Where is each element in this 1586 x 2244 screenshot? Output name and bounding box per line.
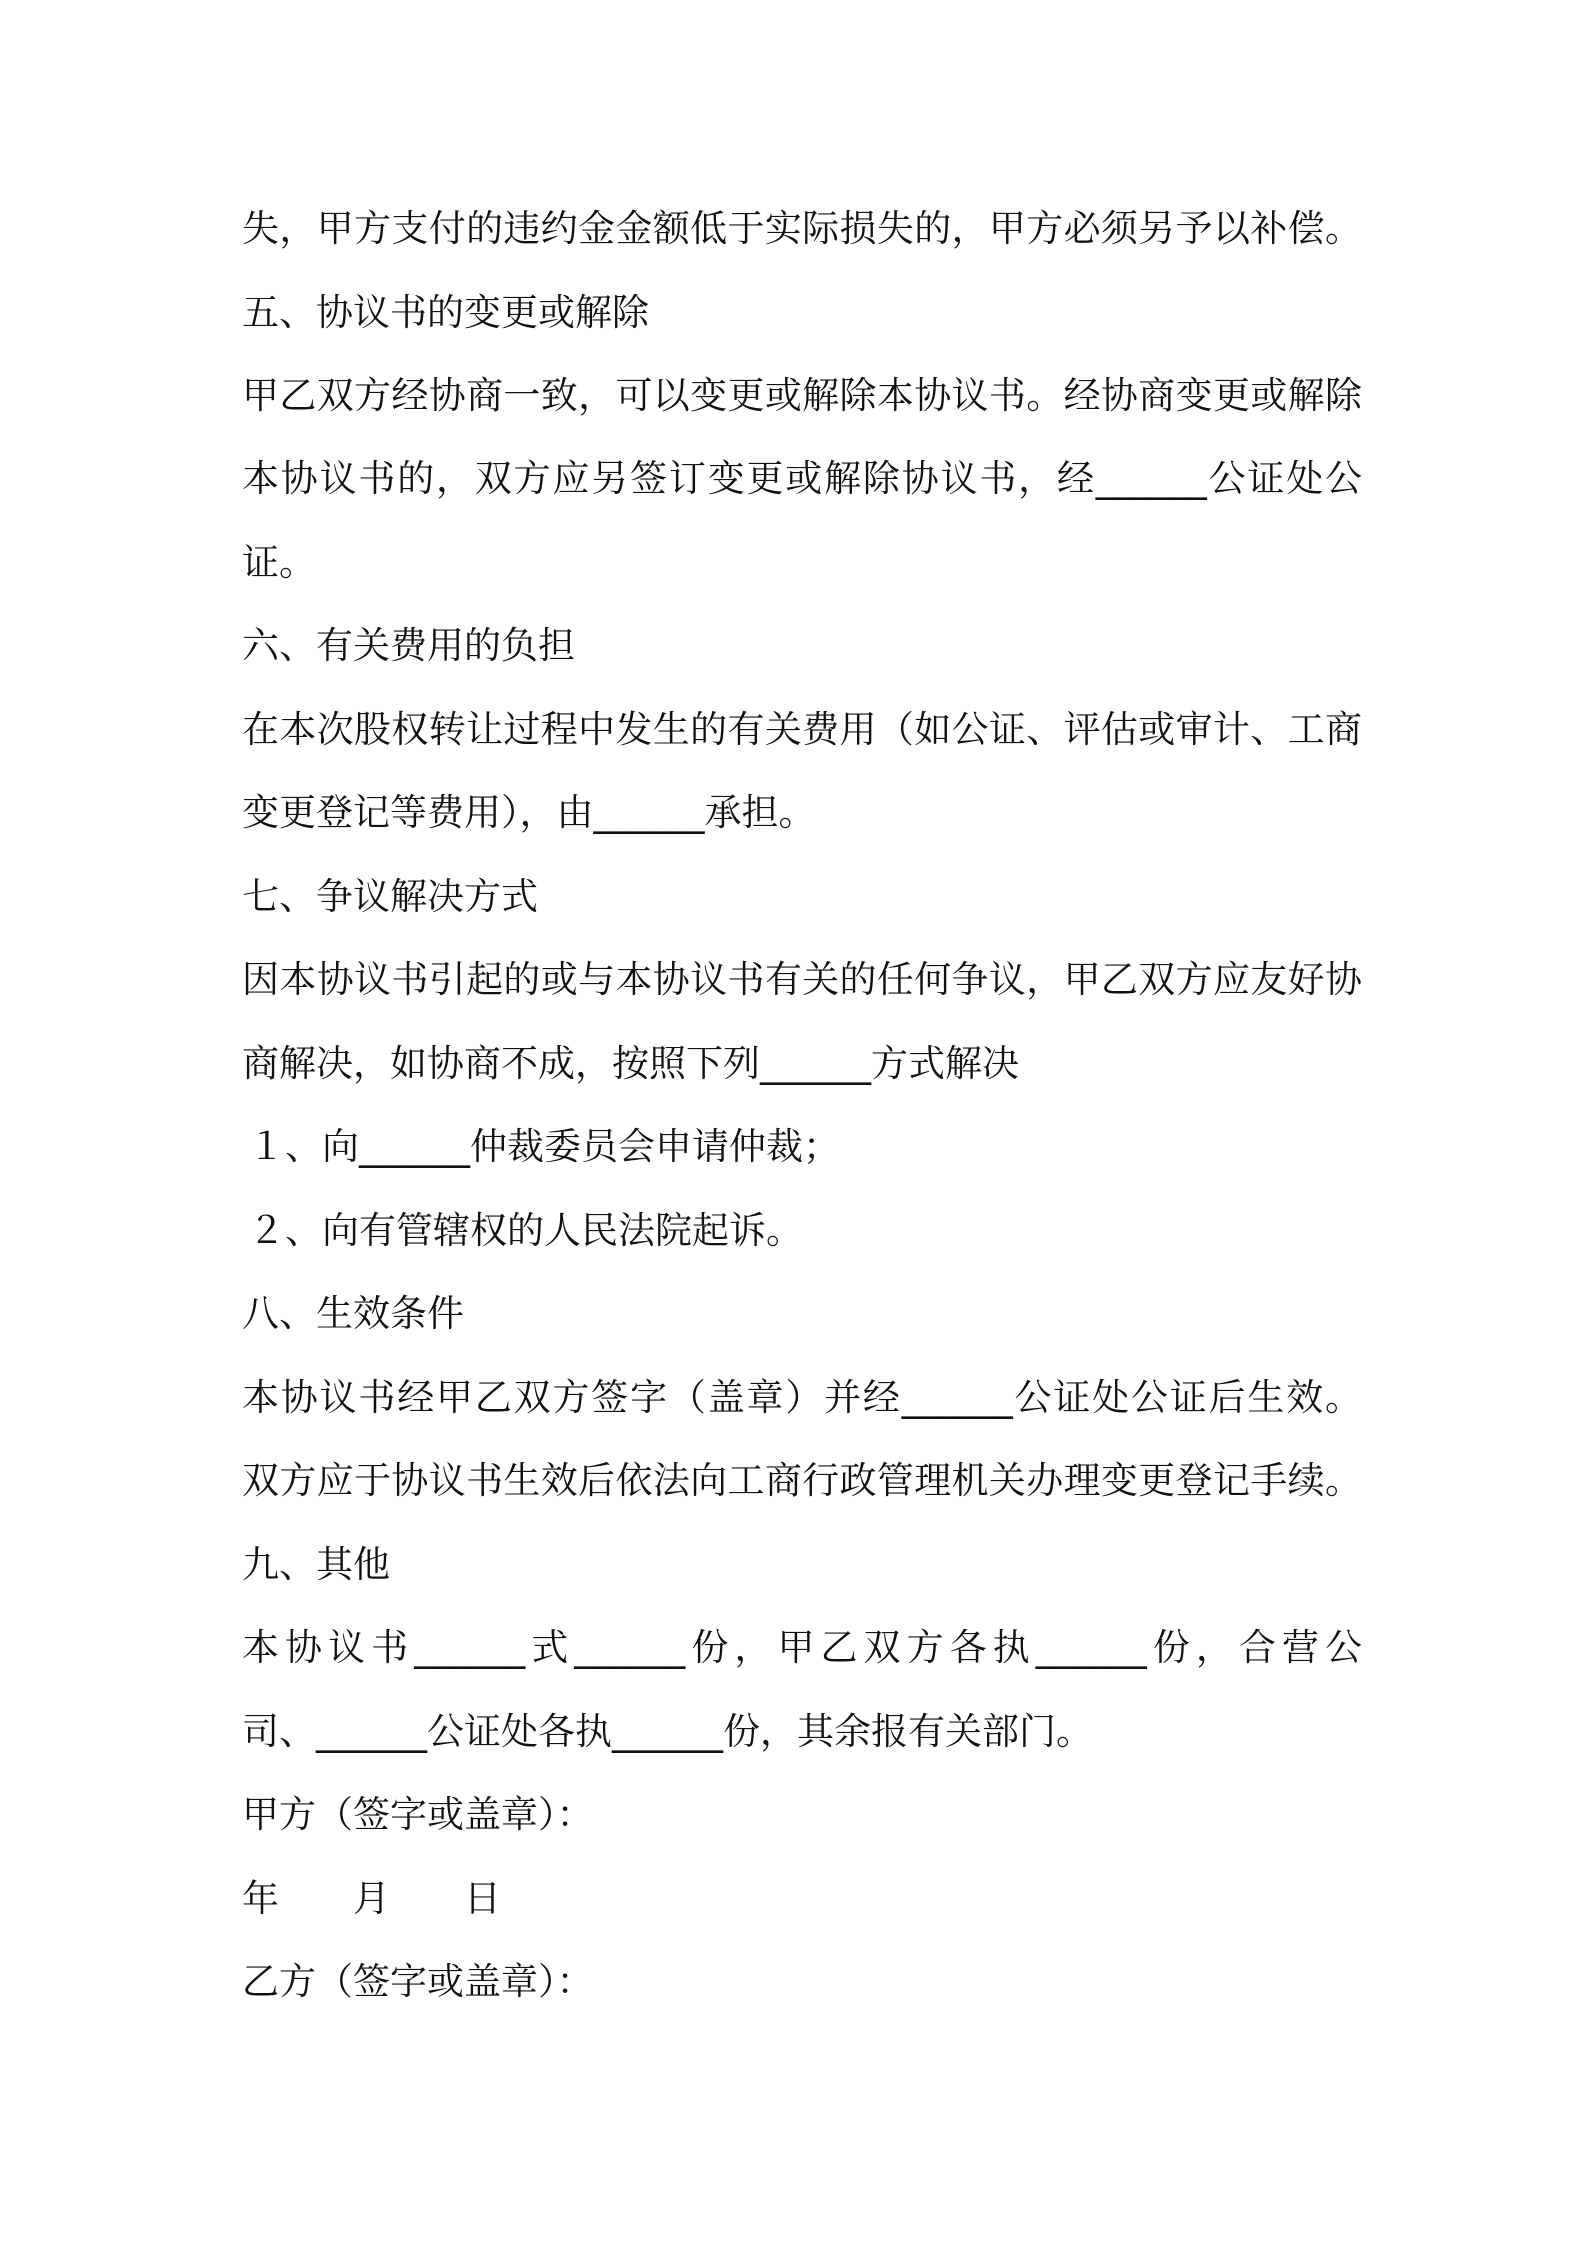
body-line-7: 在本次股权转让过程中发生的有关费用（如公证、评估或审计、工商: [242, 708, 1362, 751]
section-heading-6: 六、有关费用的负担: [242, 624, 575, 667]
section-heading-9: 九、其他: [242, 1543, 390, 1586]
section-heading-7: 七、争议解决方式: [242, 875, 538, 918]
body-line-8: 变更登记等费用），由______承担。: [242, 791, 816, 834]
date-line: 年 月 日: [242, 1877, 501, 1920]
body-line-15: 本协议书经甲乙双方签字（盖章）并经______公证处公证后生效。: [242, 1376, 1362, 1419]
body-line-10: 因本协议书引起的或与本协议书有关的任何争议，甲乙双方应友好协: [242, 958, 1362, 1001]
body-line-18: 本协议书______式______份，甲乙双方各执______份，合营公: [242, 1626, 1362, 1669]
section-heading-8: 八、生效条件: [242, 1292, 464, 1335]
body-line-19: 司、______公证处各执______份，其余报有关部门。: [242, 1710, 1093, 1753]
body-line-11: 商解决，如协商不成，按照下列______方式解决: [242, 1042, 1019, 1085]
list-item-1: １、向______仲裁委员会申请仲裁；: [248, 1125, 840, 1168]
body-line-16: 双方应于协议书生效后依法向工商行政管理机关办理变更登记手续。: [242, 1459, 1362, 1502]
body-line-3: 甲乙双方经协商一致，可以变更或解除本协议书。经协商变更或解除: [242, 374, 1362, 417]
section-heading-5: 五、协议书的变更或解除: [242, 291, 649, 334]
party-a-signature-label: 甲方（签字或盖章）：: [242, 1793, 594, 1836]
party-b-signature-label: 乙方（签字或盖章）：: [242, 1960, 594, 2003]
body-line-4: 本协议书的，双方应另签订变更或解除协议书，经______公证处公: [242, 457, 1362, 500]
body-line-5: 证。: [242, 541, 316, 584]
body-line-1: 失，甲方支付的违约金金额低于实际损失的，甲方必须另予以补偿。: [242, 207, 1362, 250]
list-item-2: ２、向有管辖权的人民法院起诉。: [248, 1209, 803, 1252]
